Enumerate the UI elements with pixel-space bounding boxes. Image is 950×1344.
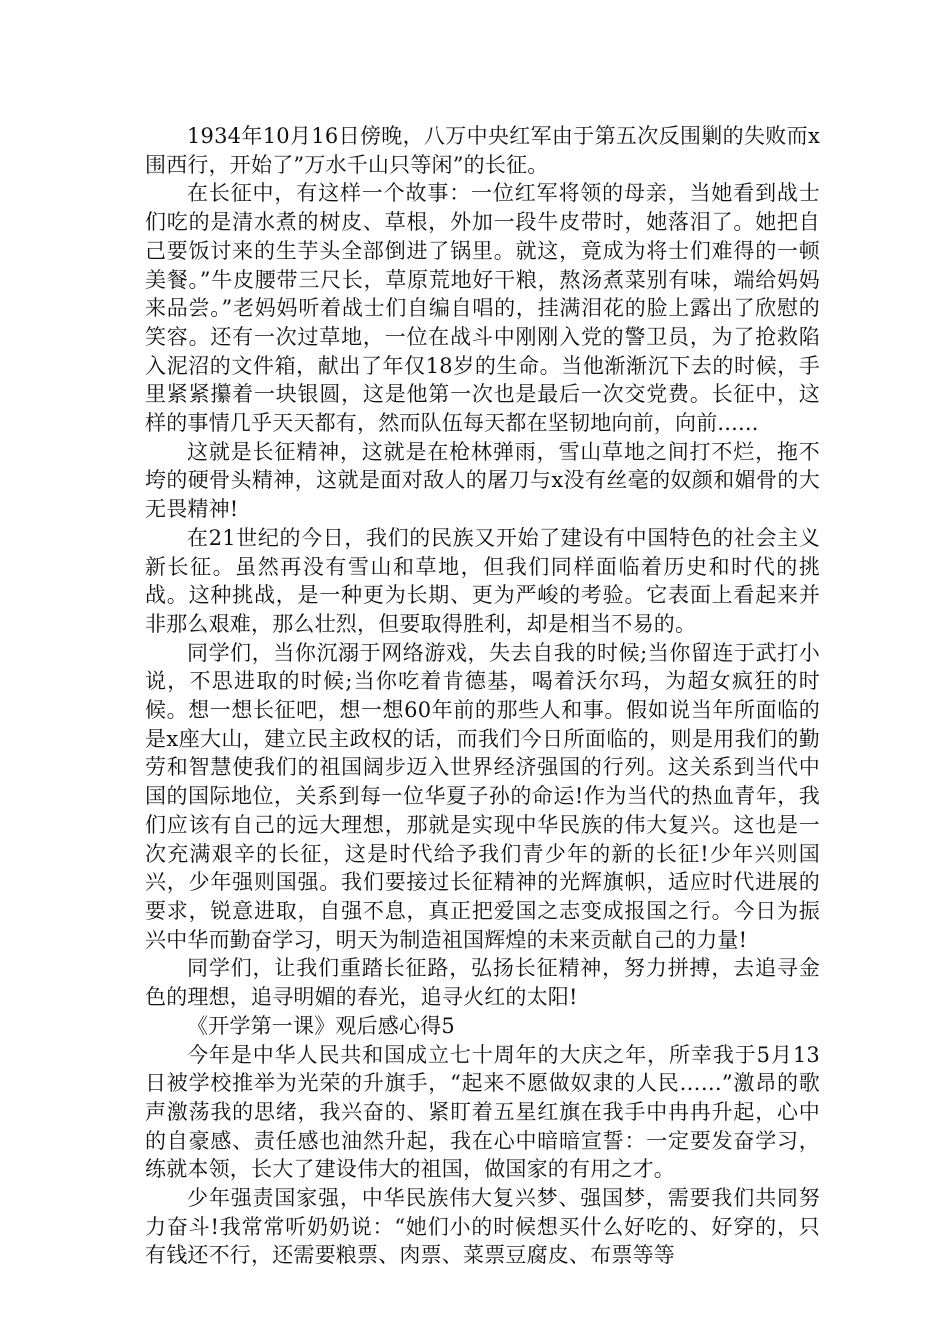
section-heading: 《开学第一课》观后感心得5 xyxy=(187,1013,455,1038)
paragraph: 同学们，让我们重踏长征路，弘扬长征精神，努力拼搏，去追寻金色的理想，追寻明媚的春光，追寻火红的太阳! xyxy=(145,956,820,1010)
paragraph: 在21世纪的今日，我们的民族又开始了建设有中国特色的社会主义新长征。虽然再没有雪山和草地，但我们同样面临着历史和时代的挑战。这种挑战，是一种更为长期、更为严峻的考验。它表面上看起来并非那么艰难，那么壮烈，但要取得胜利，却是相当不易的。 xyxy=(145,525,820,636)
paragraph: 1934年10月16日傍晚，八万中央红军由于第五次反围剿的失败而x围西行，开始了”万水千山只等闲”的长征。 xyxy=(145,124,820,177)
paragraph: 同学们，当你沉溺于网络游戏，失去自我的时候;当你留连于武打小说，不思进取的时候;当你吃着肯德基，喝着沃尔玛，为超女疯狂的时候。想一想长征吧，想一想60年前的那些人和事。假如说当年所面临的是x座大山，建立民主政权的话，而我们今日所面临的，则是用我们的勤劳和智慧使我们的祖国阔步迈入世界经济强国的行列。这关系到当代中国的国际地位，关系到每一位华夏子孙的命运!作为当代的热血青年，我们应该有自己的远大理想，那就是实现中华民族的伟大复兴。这也是一次充满艰辛的长征，这是时代给予我们青少年的新的长征!少年兴则国兴，少年强则国强。我们要接过长征精神的光辉旗帜，适应时代进展的要求，锐意进取，自强不息，真正把爱国之志变成报国之行。今日为振兴中华而勤奋学习，明天为制造祖国辉煌的未来贡献自己的力量! xyxy=(145,640,820,952)
paragraph: 这就是长征精神，这就是在枪林弹雨，雪山草地之间打不烂，拖不垮的硬骨头精神，这就是面对敌人的屠刀与x没有丝毫的奴颜和媚骨的大无畏精神! xyxy=(145,439,820,522)
paragraph: 在长征中，有这样一个故事：一位红军将领的母亲，当她看到战士们吃的是清水煮的树皮、草根，外加一段牛皮带时，她落泪了。她把自己要饭讨来的生芋头全部倒进了锅里。就这，竟成为将士们难得的一顿美餐。”牛皮腰带三尺长，草原荒地好干粮，熬汤煮菜别有味，端给妈妈来品尝。”老妈妈听着战士们自编自唱的，挂满泪花的脸上露出了欣慰的笑容。还有一次过草地，一位在战斗中刚刚入党的警卫员，为了抢救陷入泥沼的文件箱，献出了年仅18岁的生命。当他渐渐沉下去的时候，手里紧紧攥着一块银圆，这是他第一次也是最后一次交党费。长征中，这样的事情几乎天天都有，然而队伍每天都在坚韧地向前，向前...... xyxy=(145,181,820,436)
document-body xyxy=(145,122,820,1270)
paragraph: 少年强责国家强，中华民族伟大复兴梦、强国梦，需要我们共同努力奋斗!我常常听奶奶说：“她们小的时候想买什么好吃的、好穿的，只有钱还不行，还需要粮票、肉票、菜票豆腐皮、布票等等 xyxy=(145,1186,820,1268)
paragraph: 今年是中华人民共和国成立七十周年的大庆之年，所幸我于5月13日被学校推举为光荣的升旗手，“起来不愿做奴隶的人民……”激昂的歌声激荡我的思绪，我兴奋的、紧盯着五星红旗在我手中冉冉升起，心中的自豪感、责任感也油然升起，我在心中暗暗宣誓：一定要发奋学习，练就本领，长大了建设伟大的祖国，做国家的有用之才。 xyxy=(145,1042,820,1182)
